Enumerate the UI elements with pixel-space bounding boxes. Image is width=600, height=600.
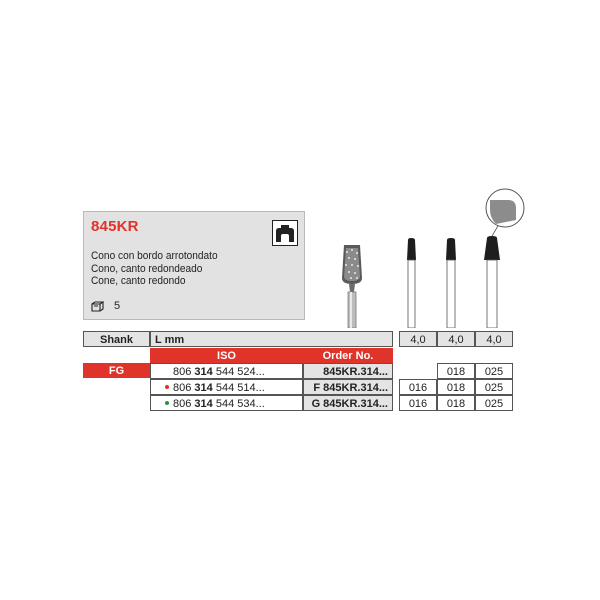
bur-outline-1 (407, 238, 416, 328)
iso-header: ISO (150, 348, 303, 363)
size-cell: 016 (399, 379, 437, 395)
product-info-box (83, 211, 305, 320)
iso-number-cell: 806 314 544 534... (150, 395, 303, 411)
bur-outline-3 (484, 214, 505, 328)
size-cell: 016 (399, 395, 437, 411)
length-header: L mm (150, 331, 393, 347)
iso-number-cell: 806 314 544 514... (150, 379, 303, 395)
size-cell: 018 (437, 379, 475, 395)
shank-type-fg: FG (83, 363, 150, 378)
coarse-grit-dot-icon (165, 401, 169, 405)
length-value-3: 4,0 (475, 331, 513, 347)
edge-detail-magnifier (486, 189, 524, 227)
diamond-bur-image (342, 245, 362, 328)
product-code: 845KR (91, 218, 139, 235)
iso-number-cell: 806 314 544 524... (150, 363, 303, 379)
size-cell: 025 (475, 395, 513, 411)
rounded-edge-shape-icon (272, 220, 298, 246)
pack-quantity: 5 (114, 300, 121, 312)
description-italian: Cono con bordo arrotondato (91, 250, 218, 262)
size-cell: 018 (437, 363, 475, 379)
box-icon (91, 301, 104, 312)
length-value-2: 4,0 (437, 331, 475, 347)
shank-header: Shank (83, 331, 150, 347)
bur-outline-2 (446, 238, 456, 328)
description-portuguese: Cone, canto redondo (91, 275, 186, 287)
description-spanish: Cono, canto redondeado (91, 263, 203, 275)
fine-grit-dot-icon (165, 385, 169, 389)
size-cell: 025 (475, 379, 513, 395)
length-value-1: 4,0 (399, 331, 437, 347)
order-number-cell: G 845KR.314... (303, 395, 393, 411)
size-cell: 025 (475, 363, 513, 379)
order-number-cell: 845KR.314... (303, 363, 393, 379)
bur-illustrations (330, 188, 530, 328)
size-cell: 018 (437, 395, 475, 411)
order-number-cell: F 845KR.314... (303, 379, 393, 395)
order-number-header: Order No. (303, 348, 393, 363)
